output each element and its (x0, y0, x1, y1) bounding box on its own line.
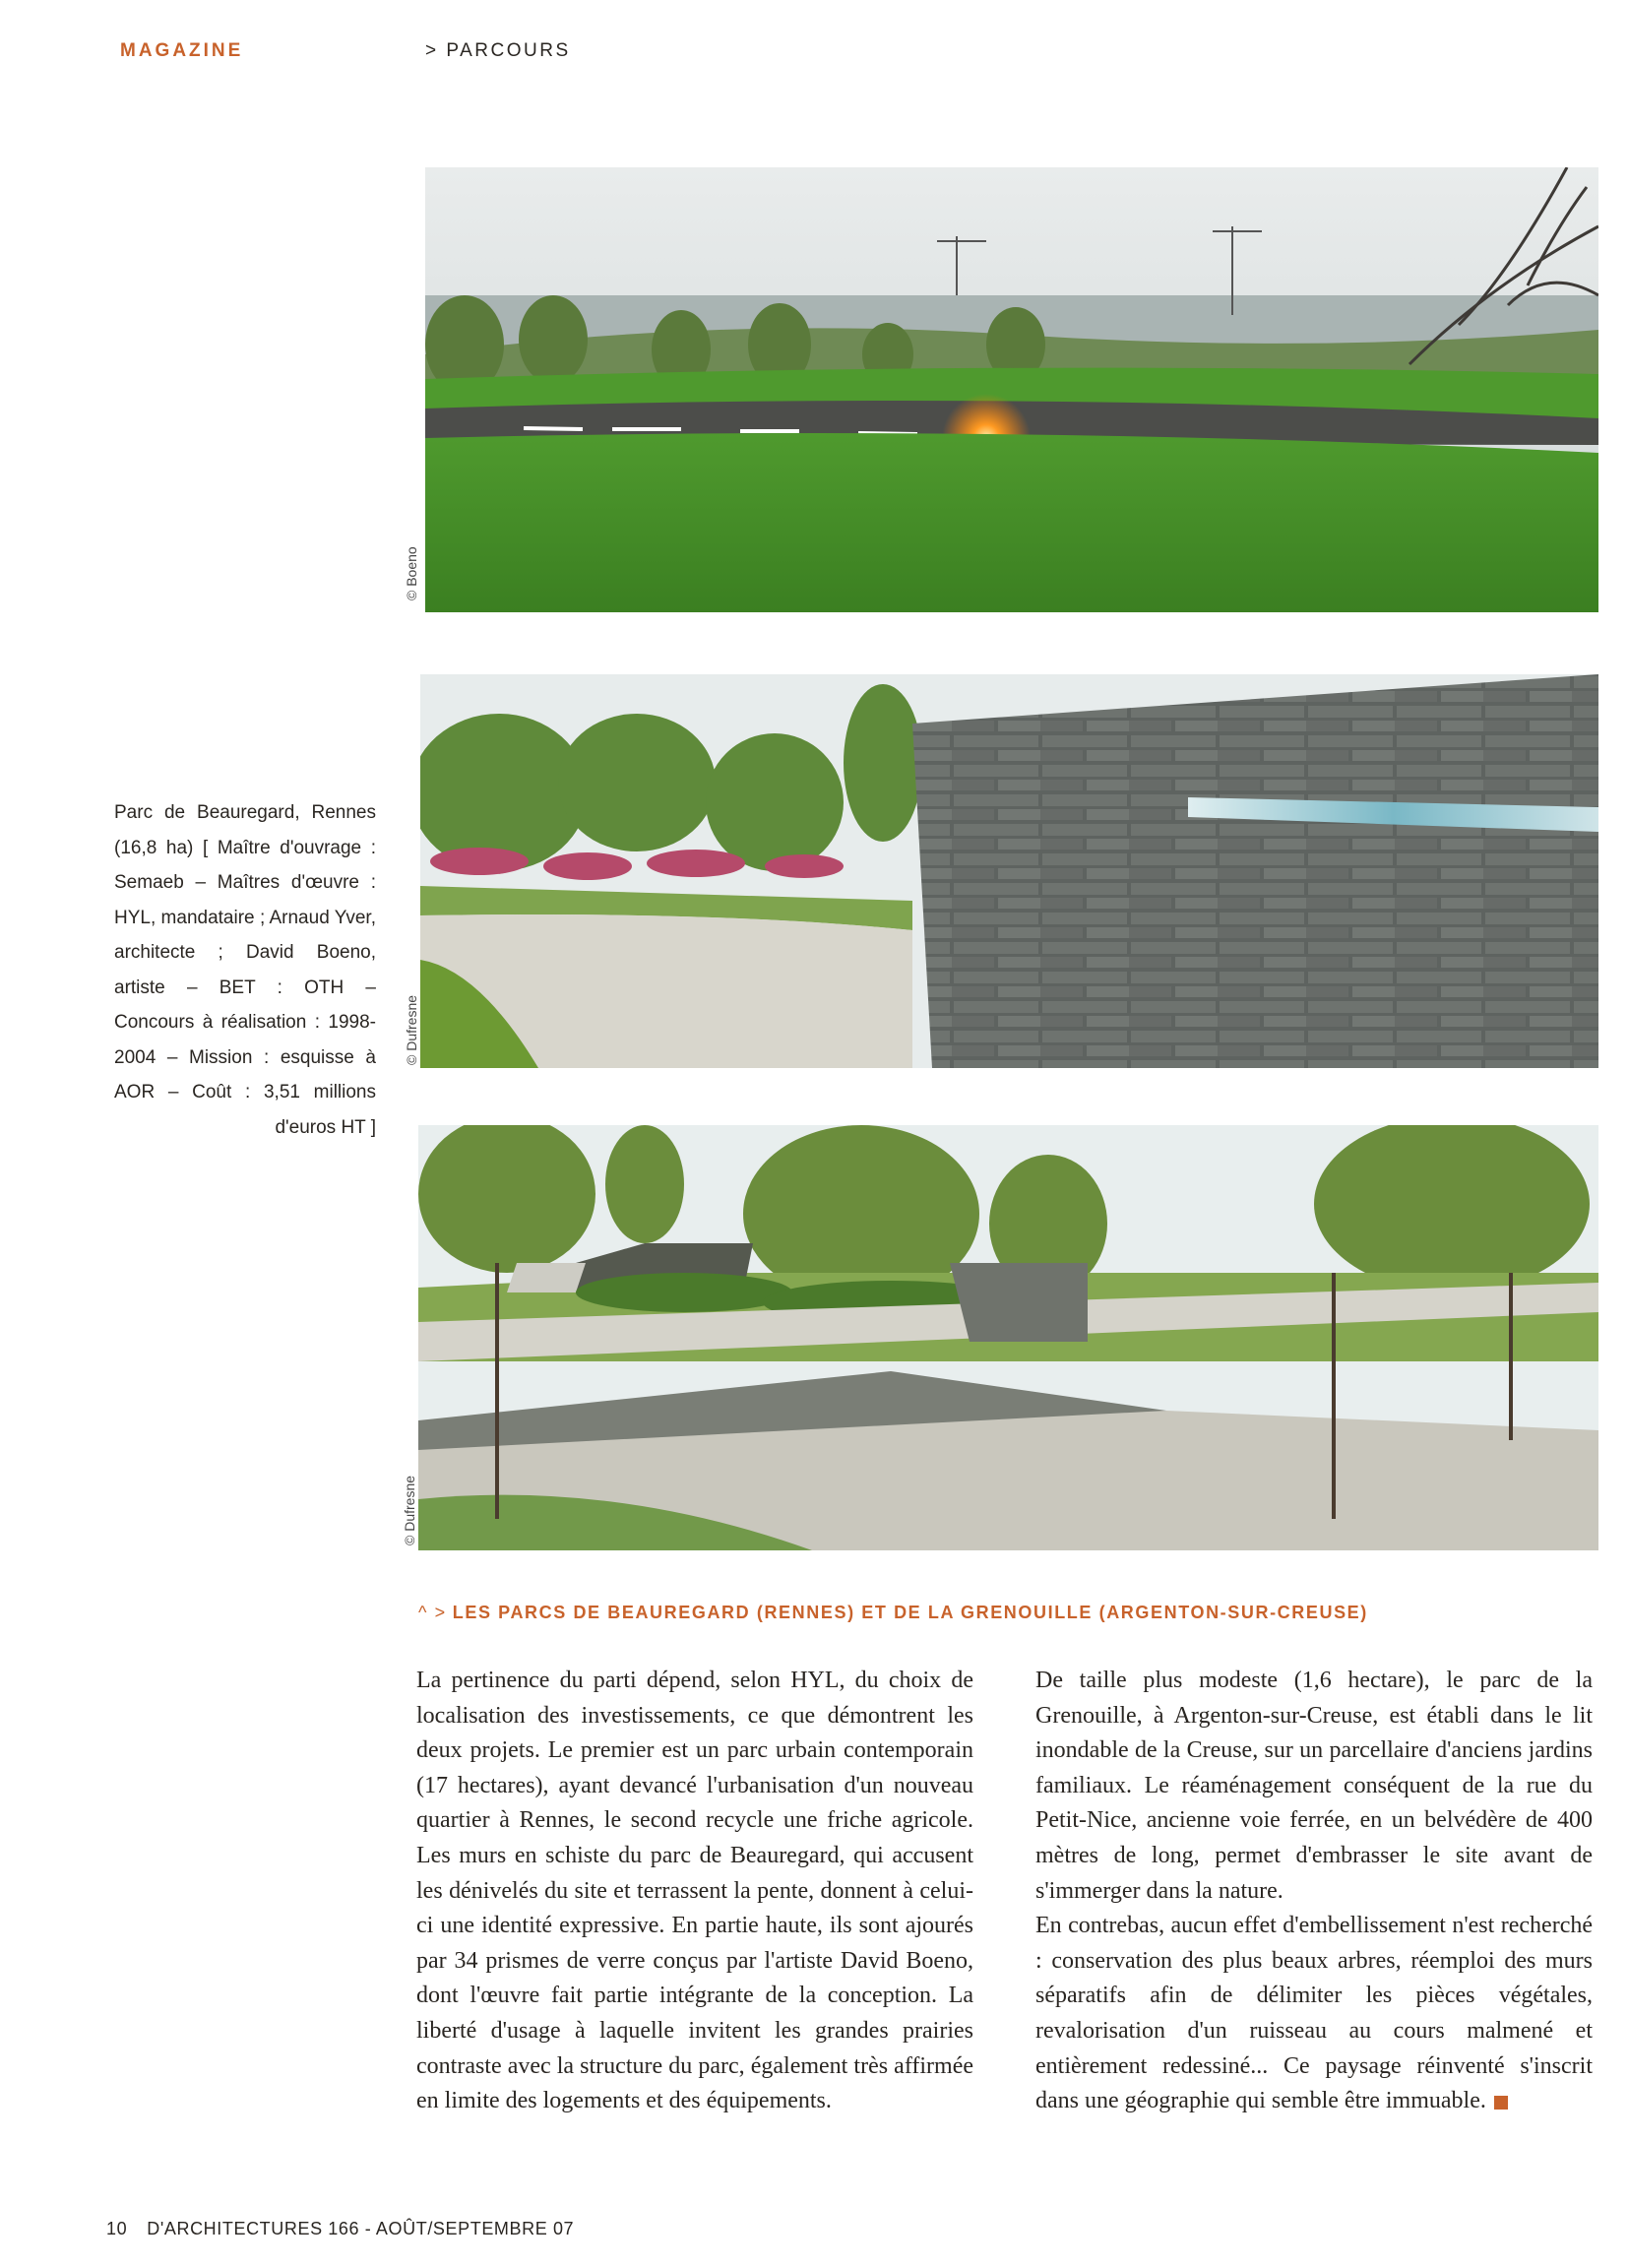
caption-text: LES PARCS DE BEAUREGARD (RENNES) ET DE LA GRENOUILLE (ARGENTON-SUR-CREUSE) (452, 1603, 1368, 1622)
page-footer (106, 2219, 574, 2239)
page-number: 10 (106, 2219, 128, 2238)
article-paragraph-text: En contrebas, aucun effet d'embellissement n'est recherché : conservation des plus beaux arbres, réemploi des murs séparatifs afin de délimiter les pièces végétales, revalorisation d'un ruisseau au cours malmené et entièrement redessiné... Ce paysage réinventé s'inscrit dans une géographie qui semble être immuable. (1035, 1913, 1593, 2114)
end-of-article-icon (1494, 2096, 1508, 2110)
breadcrumb: > PARCOURS (425, 40, 571, 61)
photo-beauregard-panorama (425, 167, 1598, 612)
article-column-right (1035, 1664, 1593, 2119)
photo-schist-wall (420, 674, 1598, 1068)
article-paragraph: De taille plus modeste (1,6 hectare), le parc de la Grenouille, à Argenton-sur-Creuse, est établi dans le lit inondable de la Creuse, sur un parcellaire d'anciens jardins familiaux. Le réaménagement conséquent de la rue du Petit-Nice, ancienne voie ferrée, en un belvédère de 400 mètres de long, permet d'embrasser le site avant de s'immerger dans la nature. (1035, 1668, 1593, 1904)
photo-caption (418, 1603, 1599, 1623)
project-info-sidebar: Parc de Beauregard, Rennes (16,8 ha) [ Maître d'ouvrage : Semaeb – Maîtres d'œuvre : HYL, mandataire ; Arnaud Yver, architecte ; David Boeno, artiste – BET : OTH – Concours à réalisation : 1998-2004 – Mission : esquisse à AOR – Coût : 3,51 millions d'euros HT ] (114, 802, 376, 1138)
photo-credit: © Boeno (404, 546, 419, 600)
article-paragraph: La pertinence du parti dépend, selon HYL, du choix de localisation des investissements, ce que démontrent les deux projets. Le premier est un parc urbain contemporain (17 hectares), ayant devancé l'urbanisation d'un nouveau quartier à Rennes, le second recycle une friche agricole. Les murs en schiste du parc de Beauregard, qui accusent les dénivelés du site et terrassent la pente, donnent à celui-ci une identité expressive. En partie haute, ils sont ajourés par 34 prismes de verre conçus par l'artiste David Boeno, dont l'œuvre fait partie intégrante de la conception. La liberté d'usage à laquelle invitent les grandes prairies contraste avec la structure du parc, également très affirmée en limite des logements et des équipements. (416, 1668, 973, 2114)
publication-name: D'ARCHITECTURES 166 - AOÛT/SEPTEMBRE 07 (147, 2219, 575, 2238)
caption-arrow: ^ > (418, 1603, 447, 1622)
section-label: MAGAZINE (120, 40, 244, 61)
article-column-left (416, 1664, 973, 2119)
photo-credit: © Dufresne (402, 1475, 417, 1545)
article-paragraph (1035, 1909, 1593, 2119)
photo-credit: © Dufresne (404, 994, 419, 1065)
photo-park-walls (418, 1125, 1598, 1550)
